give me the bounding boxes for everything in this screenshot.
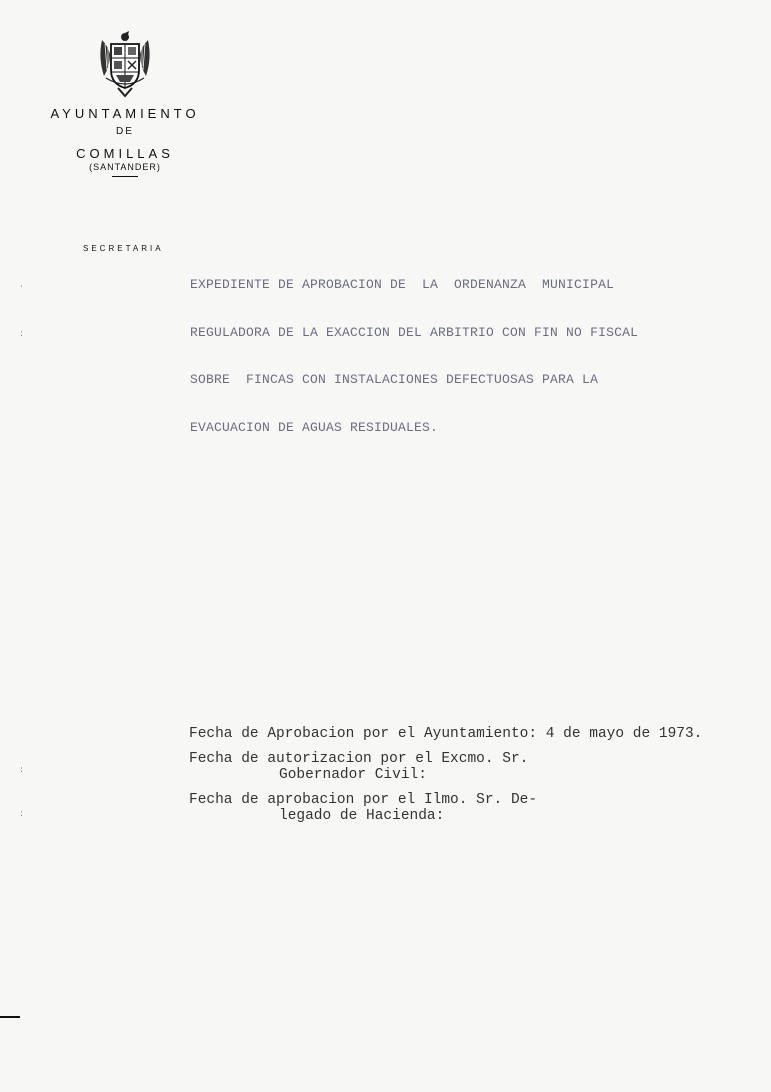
letterhead-comillas: COMILLAS	[76, 146, 174, 161]
margin-mark: :	[20, 765, 24, 775]
date-gobernador-line1: Fecha de autorizacion por el Excmo. Sr.	[189, 750, 529, 767]
coat-of-arms-icon	[96, 30, 154, 100]
margin-mark: :	[20, 329, 24, 339]
approval-dates	[189, 726, 702, 825]
letterhead-santander: (SANTANDER)	[89, 162, 161, 172]
title-line: EXPEDIENTE DE APROBACION DE LA ORDENANZA MUNICIPAL	[190, 277, 615, 292]
date-gobernador-line2: Gobernador Civil:	[279, 767, 427, 783]
date-hacienda-line1: Fecha de aprobacion por el Ilmo. Sr. De-	[189, 791, 538, 808]
date-hacienda-line2: legado de Hacienda:	[279, 808, 445, 824]
letterhead	[30, 30, 220, 177]
department-label: SECRETARIA	[83, 244, 164, 253]
margin-mark: ·	[20, 282, 23, 292]
letterhead-de: DE	[116, 126, 134, 137]
letterhead-rule	[112, 176, 138, 177]
margin-mark: :	[20, 809, 24, 819]
title-line: SOBRE FINCAS CON INSTALACIONES DEFECTUOSAS PARA LA	[190, 372, 599, 387]
letterhead-ayuntamiento: AYUNTAMIENTO	[50, 106, 200, 121]
title-line: EVACUACION DE AGUAS RESIDUALES.	[190, 419, 439, 435]
document-title	[190, 276, 750, 466]
date-ayuntamiento: Fecha de Aprobacion por el Ayuntamiento: 4 de mayo de 1973.	[189, 726, 703, 742]
title-line: REGULADORA DE LA EXACCION DEL ARBITRIO CON FIN NO FISCAL	[190, 324, 639, 340]
margin-rule	[0, 1016, 20, 1018]
